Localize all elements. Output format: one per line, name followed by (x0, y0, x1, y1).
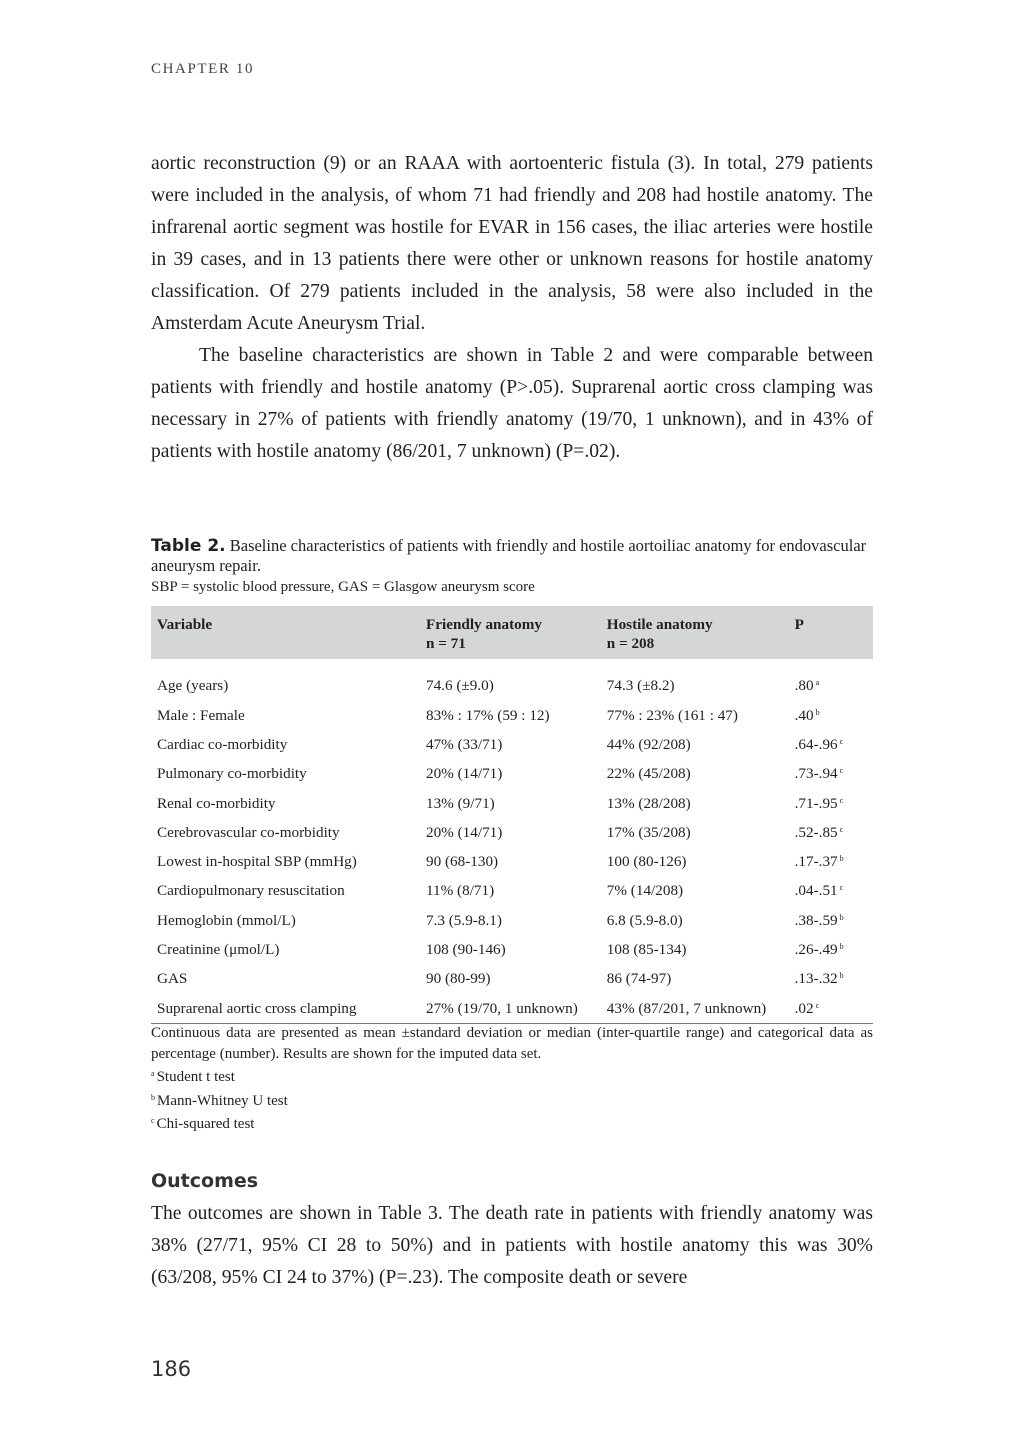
cell-p-value: .71-.95 $^c$ (794, 794, 844, 812)
header-variable: Variable (151, 606, 420, 659)
cell-p-value: .26-.49 $^b$ (794, 941, 844, 959)
cell-variable: Cerebrovascular co-morbidity (157, 823, 340, 841)
table-note-main: Continuous data are presented as mean ±standard deviation or median (inter-quartile range) and categorical data as percentage (number). Results are shown for the imputed data set. (151, 1025, 873, 1062)
table-row (151, 659, 873, 701)
test-footnote-mark: c (839, 824, 844, 834)
cell-variable: Age (years) (157, 677, 229, 694)
cell-friendly: 13% (9/71) (425, 794, 495, 812)
test-footnote-mark: b (839, 912, 844, 922)
cell-variable: Cardiac co-morbidity (157, 735, 288, 753)
table-row (151, 906, 873, 935)
test-footnote-mark: b (815, 707, 820, 717)
cell-variable: Cardiopulmonary resuscitation (157, 882, 345, 900)
table-header-row (151, 606, 873, 659)
table-row (151, 701, 873, 730)
cell-p-value: .64-.96 $^c$ (794, 735, 844, 753)
header-hostile-n: n = 208 (606, 635, 655, 652)
table-row (151, 789, 873, 818)
cell-hostile: 7% (14/208) (606, 882, 684, 900)
table-row (151, 877, 873, 906)
footnote-a: $^a$ Student t test (151, 1069, 235, 1085)
test-footnote-mark: b (839, 942, 844, 952)
cell-p-value: .13-.32 $^b$ (794, 970, 844, 988)
cell-friendly: 7.3 (5.9-8.1) (425, 911, 502, 929)
table-label: Table 2. (151, 536, 226, 556)
cell-friendly: 90 (80-99) (425, 970, 491, 988)
test-footnote-mark: b (839, 971, 844, 981)
cell-hostile: 77% : 23% (161 : 47) (606, 706, 738, 724)
body-paragraph-2: The baseline characteristics are shown in Table 2 and were comparable between patients with friendly and hostile anatomy (P>.05). Suprarenal aortic cross clamping was necessary in 27% of patients with friendly anatomy (19/70, 1 unknown), and in 43% of patients with hostile anatomy (86/201, 7 unknown) (P=.02). (151, 345, 873, 462)
table-row (151, 994, 873, 1024)
test-footnote-mark: b (839, 854, 844, 864)
table-row (151, 730, 873, 759)
cell-friendly: 108 (90-146) (425, 941, 506, 959)
cell-friendly: 27% (19/70, 1 unknown) (420, 994, 601, 1024)
header-friendly-n: n = 71 (425, 635, 466, 652)
body-paragraph-3: The outcomes are shown in Table 3. The death rate in patients with friendly anatomy was 38% (27/71, 95% CI 28 to 50%) and in patients with hostile anatomy this was 30% (63/208, 95% CI 24 to 37%) (P=.23). The composite death or severe (151, 1203, 873, 1288)
cell-p-value: .73-.94 $^c$ (794, 765, 844, 783)
cell-friendly: 20% (14/71) (425, 765, 503, 783)
cell-hostile: 17% (35/208) (606, 823, 691, 841)
cell-hostile: 43% (87/201, 7 unknown) (601, 994, 789, 1024)
cell-variable: GAS (157, 970, 188, 988)
cell-friendly: 74.6 (±9.0) (425, 677, 494, 694)
cell-friendly: 90 (68-130) (425, 853, 499, 871)
cell-friendly: 47% (33/71) (425, 735, 503, 753)
table-body (151, 659, 873, 1024)
table-row (151, 935, 873, 964)
cell-hostile: 44% (92/208) (606, 735, 691, 753)
cell-p-value: .40 $^b$ (794, 706, 820, 724)
cell-variable: Pulmonary co-morbidity (157, 765, 307, 783)
header-hostile: Hostile anatomy n = 208 (601, 606, 789, 659)
section-heading-outcomes: Outcomes (151, 1170, 259, 1192)
header-p: P (789, 606, 873, 659)
cell-hostile: 22% (45/208) (606, 765, 691, 783)
cell-variable: Male : Female (157, 706, 245, 724)
test-footnote-mark: a (815, 678, 820, 687)
cell-hostile: 74.3 (±8.2) (606, 677, 675, 694)
cell-variable: Lowest in-hospital SBP (mmHg) (157, 853, 357, 871)
table-row (151, 965, 873, 994)
cell-hostile: 6.8 (5.9-8.0) (606, 911, 683, 929)
cell-variable: Suprarenal aortic cross clamping (151, 994, 420, 1024)
cell-hostile: 108 (85-134) (606, 941, 687, 959)
cell-p-value: .38-.59 $^b$ (794, 911, 844, 929)
page-number: 186 (151, 1357, 192, 1381)
table-caption (151, 536, 873, 575)
cell-p-value: .17-.37 $^b$ (794, 853, 844, 871)
cell-p-value: .02 $^c$ (789, 994, 873, 1024)
table-abbreviations: SBP = systolic blood pressure, GAS = Glasgow aneurysm score (151, 579, 535, 595)
cell-p-value: .04-.51 $^c$ (794, 882, 844, 900)
cell-friendly: 11% (8/71) (425, 882, 495, 900)
test-footnote-mark: c (839, 883, 844, 893)
table-row (151, 760, 873, 789)
cell-variable: Creatinine (μmol/L) (157, 941, 280, 959)
test-footnote-mark: c (815, 1000, 820, 1010)
table-row (151, 818, 873, 847)
header-friendly: Friendly anatomy n = 71 (420, 606, 601, 659)
cell-p-value: .52-.85 $^c$ (794, 823, 844, 841)
table-row (151, 847, 873, 876)
table-notes (151, 1023, 873, 1135)
cell-p-value: .80 $^a$ (794, 677, 820, 694)
baseline-table (151, 606, 873, 1024)
table-caption-text: Baseline characteristics of patients with friendly and hostile aortoiliac anatomy for endovascular aneurysm repair. (151, 536, 867, 575)
cell-friendly: 20% (14/71) (425, 823, 503, 841)
footnote-c: $^c$ Chi-squared test (151, 1116, 255, 1132)
cell-hostile: 86 (74-97) (606, 970, 672, 988)
test-footnote-mark: c (839, 766, 844, 776)
cell-hostile: 13% (28/208) (606, 794, 691, 812)
cell-friendly: 83% : 17% (59 : 12) (425, 706, 550, 724)
chapter-header: CHAPTER 10 (151, 61, 255, 77)
footnote-b: $^b$ Mann-Whitney U test (151, 1092, 288, 1109)
test-footnote-mark: c (839, 736, 844, 746)
body-paragraph-1: aortic reconstruction (9) or an RAAA with aortoenteric fistula (3). In total, 279 patients were included in the analysis, of whom 71 had friendly and 208 had hostile anatomy. The infrarenal aortic segment was hostile for EVAR in 156 cases, the iliac arteries were hostile in 39 cases, and in 13 patients there were other or unknown reasons for hostile anatomy classification. Of 279 patients included in the analysis, 58 were also included in the Amsterdam Acute Aneurysm Trial. (151, 153, 873, 334)
cell-variable: Hemoglobin (mmol/L) (157, 911, 296, 929)
cell-hostile: 100 (80-126) (606, 853, 687, 871)
test-footnote-mark: c (839, 795, 844, 805)
cell-variable: Renal co-morbidity (157, 794, 276, 812)
